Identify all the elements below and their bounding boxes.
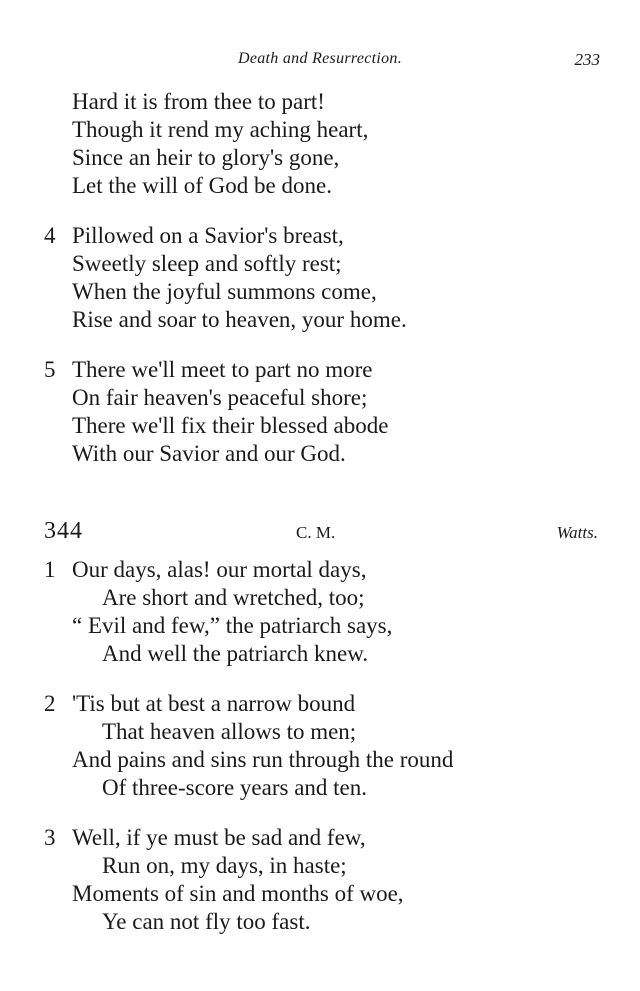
verse-line: “ Evil and few,” the patriarch says, xyxy=(72,613,393,638)
stanza-number: 4 xyxy=(44,223,56,248)
stanza-number: 2 xyxy=(44,691,56,716)
hymn-number: 344 xyxy=(44,518,83,544)
verse-line: With our Savior and our God. xyxy=(72,441,346,466)
stanza-number: 3 xyxy=(44,825,56,850)
verse-line: There we'll fix their blessed abode xyxy=(72,413,389,438)
verse-line: 'Tis but at best a narrow bound xyxy=(72,691,356,716)
stanza-number: 5 xyxy=(44,357,56,382)
page-number: 233 xyxy=(574,50,600,69)
verse-line: Let the will of God be done. xyxy=(72,173,332,198)
verse-line: Since an heir to glory's gone, xyxy=(72,145,340,170)
verse-line: Hard it is from thee to part! xyxy=(72,89,325,114)
running-header: Death and Resurrection. xyxy=(237,50,403,67)
verse-line: Of three-score years and ten. xyxy=(102,775,368,800)
verse-line: Well, if ye must be sad and few, xyxy=(72,825,366,850)
stanza-number: 1 xyxy=(44,557,56,582)
verse-line: Rise and soar to heaven, your home. xyxy=(72,307,407,332)
verse-line: Pillowed on a Savior's breast, xyxy=(72,223,344,248)
verse-line: Are short and wretched, too; xyxy=(102,585,365,610)
verse-line: On fair heaven's peaceful shore; xyxy=(72,385,368,410)
verse-line: Sweetly sleep and softly rest; xyxy=(72,251,342,276)
verse-line: And well the patriarch knew. xyxy=(102,641,369,666)
verse-line: Run on, my days, in haste; xyxy=(102,853,347,878)
verse-line: That heaven allows to men; xyxy=(102,719,357,744)
hymn-author: Watts. xyxy=(556,523,598,542)
verse-line: Our days, alas! our mortal days, xyxy=(72,557,367,582)
verse-line: When the joyful summons come, xyxy=(72,279,377,304)
hymn-meter: C. M. xyxy=(296,523,336,542)
verse-line: Though it rend my aching heart, xyxy=(72,117,369,142)
verse-line: Moments of sin and months of woe, xyxy=(72,881,404,906)
verse-line: There we'll meet to part no more xyxy=(72,357,373,382)
verse-line: Ye can not fly too fast. xyxy=(102,909,311,934)
verse-line: And pains and sins run through the round xyxy=(72,747,454,772)
